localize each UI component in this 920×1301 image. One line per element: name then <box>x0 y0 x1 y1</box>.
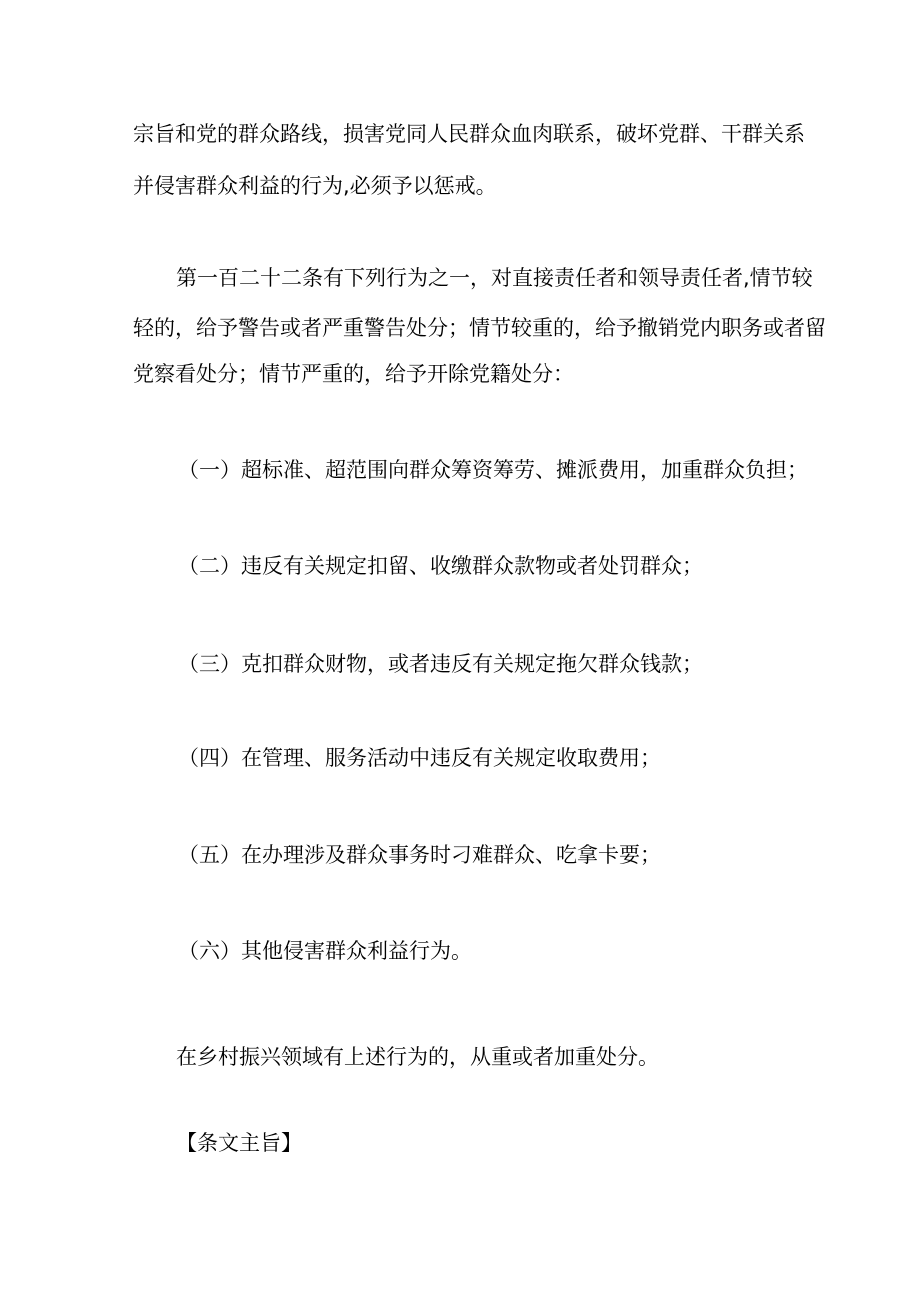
list-item-2: （二）违反有关规定扣留、收缴群众款物或者处罚群众； <box>178 554 703 578</box>
list-item-6: （六）其他侵害群众利益行为。 <box>178 939 472 963</box>
list-item-4: （四）在管理、服务活动中违反有关规定收取费用； <box>178 746 661 770</box>
section-heading: 【条文主旨】 <box>176 1131 302 1155</box>
article-122-line-3: 党察看处分；情节严重的，给予开除党籍处分： <box>133 362 574 386</box>
paragraph-1-line-1: 宗旨和党的群众路线，损害党同人民群众血肉联系，破坏党群、干群关系 <box>133 122 805 146</box>
list-item-1: （一）超标准、超范围向群众筹资筹劳、摊派费用，加重群众负担； <box>178 458 808 482</box>
list-item-3: （三）克扣群众财物，或者违反有关规定拖欠群众钱款； <box>178 652 703 676</box>
article-122-line-2: 轻的，给予警告或者严重警告处分；情节较重的，给予撤销党内职务或者留 <box>133 316 826 340</box>
article-122-line-1: 第一百二十二条有下列行为之一，对直接责任者和领导责任者,情节较 <box>176 266 813 290</box>
list-item-5: （五）在办理涉及群众事务时刁难群众、吃拿卡要； <box>178 843 661 867</box>
paragraph-1-line-2: 并侵害群众利益的行为,必须予以惩戒。 <box>133 174 497 198</box>
rural-revitalization-clause: 在乡村振兴领域有上述行为的，从重或者加重处分。 <box>176 1045 659 1069</box>
